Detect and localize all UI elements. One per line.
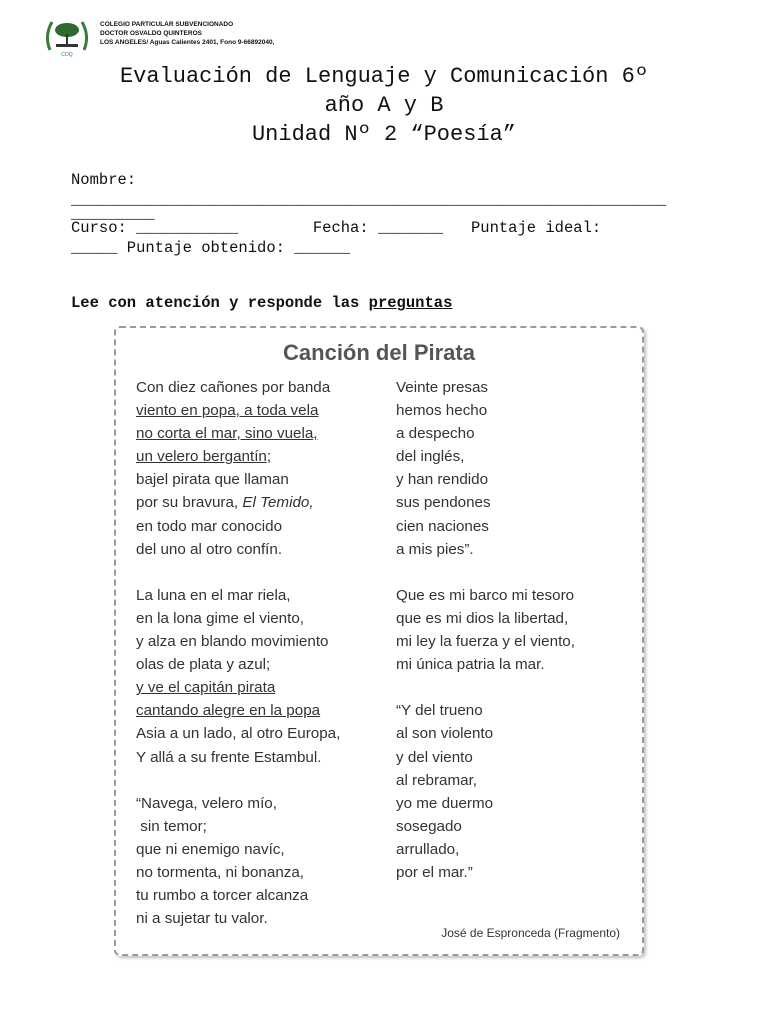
verse: hemos hecho — [396, 402, 488, 420]
verse: en todo mar conocido — [136, 517, 283, 535]
stanza-gap — [396, 561, 636, 584]
ship-name: El Temido, — [242, 494, 314, 512]
verse: tu rumbo a torcer alcanza — [136, 887, 309, 905]
verse — [136, 491, 386, 514]
verse: que es mi dios la libertad, — [396, 609, 569, 627]
title-line-3: Unidad Nº 2 “Poesía” — [251, 122, 517, 147]
verse: cien naciones — [396, 517, 489, 535]
title-line-2: año A y B — [324, 93, 444, 118]
verse: viento en popa, a toda vela — [136, 402, 319, 420]
verse: arrullado, — [396, 840, 460, 858]
verse: al son violento — [396, 725, 494, 743]
verse: Con diez cañones por banda — [136, 379, 331, 396]
verse: ni a sujetar tu valor. — [136, 910, 268, 928]
verse: no tormenta, ni bonanza, — [136, 863, 305, 881]
verse: mi única patria la mar. — [396, 656, 545, 674]
verse: al rebramar, — [396, 771, 478, 789]
verse: y alza en blando movimiento — [136, 633, 329, 651]
verse: y ve el capitán pirata — [136, 679, 276, 697]
verse: sus pendones — [396, 494, 491, 512]
verse: en la lona gime el viento, — [136, 609, 305, 627]
verse: no corta el mar, sino vuela, — [136, 425, 318, 443]
verse: un velero bergantín; — [136, 448, 272, 466]
verse: mi ley la fuerza y el viento, — [396, 633, 575, 651]
stanza-gap — [136, 769, 386, 792]
verse: y del viento — [396, 748, 473, 766]
verse: Y allá a su frente Estambul. — [136, 748, 322, 766]
verse-text: por su bravura, — [136, 494, 243, 512]
verse: La luna en el mar riela, — [136, 586, 291, 604]
verse: que ni enemigo navíc, — [136, 840, 285, 858]
poem-box — [114, 326, 644, 956]
verse: “Navega, velero mío, — [136, 794, 277, 812]
verse: sosegado — [396, 817, 462, 835]
poem-right-column — [396, 376, 636, 884]
title-line-1: Evaluación de Lenguaje y Comunicación 6º — [119, 64, 649, 89]
verse: del inglés, — [396, 448, 465, 466]
verse: Veinte presas — [396, 379, 489, 396]
poem-author: José de Espronceda (Fragmento) — [441, 926, 620, 940]
verse: por el mar.” — [396, 863, 473, 881]
verse: del uno al otro confín. — [136, 540, 283, 558]
verse: “Y del trueno — [396, 702, 483, 720]
verse: a despecho — [396, 425, 475, 443]
curso-fecha-row[interactable]: Curso: ___________ Fecha: _______ Puntaje ideal: — [71, 219, 602, 237]
verse: sin temor; — [136, 817, 207, 835]
nombre-field[interactable]: ________________________________________________________________ — [71, 191, 667, 209]
verse: Asia a un lado, al otro Europa, — [136, 725, 341, 743]
verse: bajel pirata que llaman — [136, 471, 289, 489]
student-form — [71, 170, 701, 258]
verse: y han rendido — [396, 471, 489, 489]
instruction-underlined: preguntas — [368, 294, 453, 312]
stanza-gap — [396, 676, 636, 699]
instruction — [71, 294, 452, 312]
verse: a mis pies”. — [396, 540, 474, 558]
school-logo-icon — [42, 14, 92, 58]
stanza-gap — [136, 561, 386, 584]
verse: olas de plata y azul; — [136, 656, 271, 674]
verse: yo me duermo — [396, 794, 494, 812]
school-info — [100, 20, 274, 47]
nombre-field-continued[interactable]: _________ — [71, 205, 155, 223]
poem-title: Canción del Pirata — [283, 340, 475, 365]
instruction-text: Lee con atención y responde las — [71, 294, 369, 312]
page-title — [0, 62, 768, 149]
poem-left-column — [136, 376, 386, 930]
puntaje-row[interactable]: _____ Puntaje obtenido: ______ — [71, 239, 351, 257]
nombre-label: Nombre: — [71, 171, 137, 189]
verse: cantando alegre en la popa — [136, 702, 321, 720]
svg-text:COQ: COQ — [61, 52, 73, 58]
school-header — [42, 14, 274, 58]
school-address: LOS ANGELES/ Aguas Calientes 2401, Fono 9-66892040, — [100, 39, 275, 46]
verse: Que es mi barco mi tesoro — [396, 586, 575, 604]
school-director: DOCTOR OSVALDO QUINTEROS — [100, 30, 202, 37]
school-name: COLEGIO PARTICULAR SUBVENCIONADO — [100, 21, 234, 28]
